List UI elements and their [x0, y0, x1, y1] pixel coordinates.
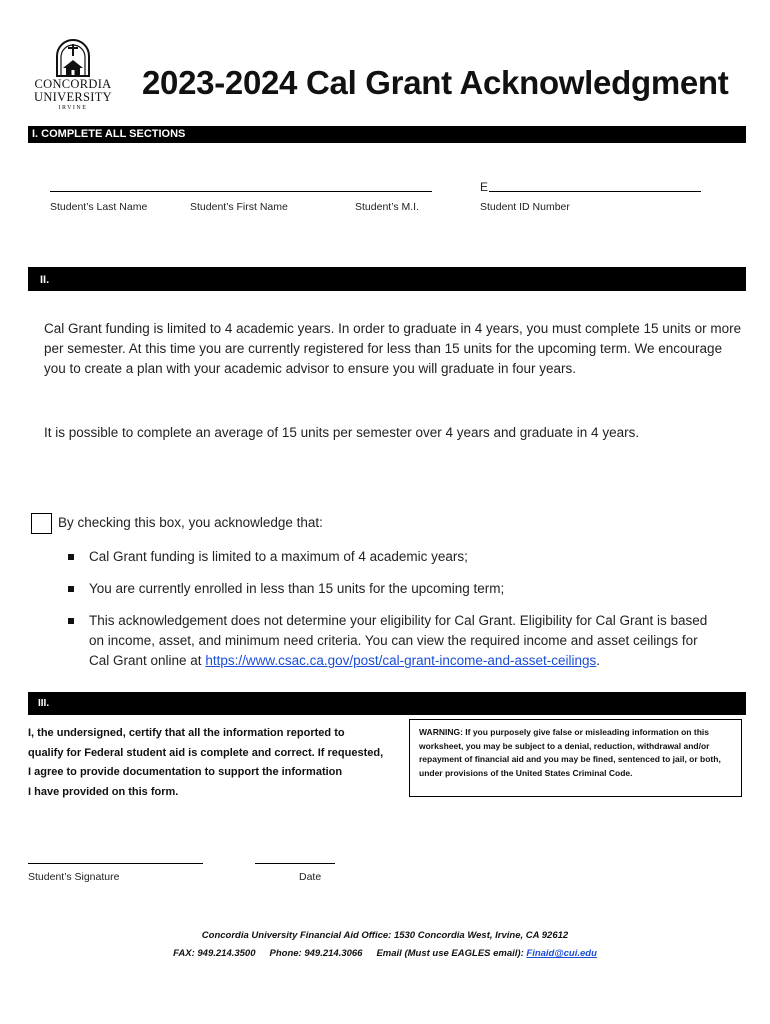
page-title: 2023-2024 Cal Grant Acknowledgment	[142, 64, 729, 101]
bullet-text-2: You are currently enrolled in less than 15 units for the upcoming term;	[89, 581, 505, 596]
warning-box: WARNING: If you purposely give false or misleading information on this worksheet, you may be subject to a denial, reduction, withdrawal and/or repayment of financial aid and you may be fined, sentenced to jail, or both, under provisions of the United States Criminal Code.	[409, 719, 742, 797]
bullet-3-end: .	[596, 653, 600, 668]
label-first-name: Student’s First Name	[190, 201, 288, 213]
bullet-item-2	[68, 579, 718, 599]
chapel-icon	[53, 38, 93, 78]
checkbox-label: By checking this box, you acknowledge that:	[58, 515, 323, 530]
label-last-name: Student’s Last Name	[50, 201, 148, 213]
label-student-id: Student ID Number	[480, 201, 570, 213]
signature-label: Student’s Signature	[28, 871, 120, 883]
university-logo	[28, 38, 118, 116]
average-units-paragraph: It is possible to complete an average of 15 units per semester over 4 years and graduate in 4 years.	[44, 425, 640, 440]
bullet-square-icon	[68, 586, 74, 592]
logo-line-irvine: IRVINE	[58, 105, 88, 111]
logo-line-university: UNIVERSITY	[34, 90, 112, 104]
bullet-3-text: This acknowledgement does not determine your eligibility for Cal Grant. Eligibility for Cal Grant is based on income, asset, and minimum need criteria. You can view the required income and asset ceilings for Cal Grant online at	[89, 613, 708, 668]
student-id-field-line[interactable]	[489, 191, 701, 192]
label-middle-initial: Student’s M.I.	[355, 201, 420, 213]
bullet-square-icon	[68, 554, 74, 560]
footer-address: Concordia University Financial Aid Office: 1530 Concordia West, Irvine, CA 92612	[201, 930, 569, 941]
footer-email-link[interactable]: Finaid@cui.edu	[526, 948, 597, 959]
section-1-heading: I. COMPLETE ALL SECTIONS	[28, 126, 746, 143]
bullet-item-1	[68, 547, 718, 567]
name-field-line[interactable]	[50, 191, 432, 192]
student-id-prefix: E	[480, 180, 489, 194]
date-label: Date	[299, 871, 322, 883]
footer-email-prefix: Email (Must use EAGLES email):	[376, 948, 527, 959]
certify-line-2: qualify for Federal student aid is complete and correct. If requested,	[28, 746, 384, 759]
certify-line-4: I have provided on this form.	[28, 785, 179, 798]
acknowledge-checkbox[interactable]	[31, 513, 52, 534]
bullet-square-icon	[68, 618, 74, 624]
footer-phone: Phone: 949.214.3066	[269, 948, 363, 959]
cal-grant-ceilings-link[interactable]: https://www.csac.ca.gov/post/cal-grant-income-and-asset-ceilings	[205, 653, 597, 668]
certification-statement	[28, 724, 413, 802]
signature-field-line[interactable]	[28, 863, 203, 864]
certify-line-3: I agree to provide documentation to support the information	[28, 766, 343, 778]
certify-line-1: I, the undersigned, certify that all the information reported to	[28, 727, 345, 739]
section-3-heading: III.	[28, 692, 746, 715]
bullet-text-3	[89, 611, 718, 671]
date-field-line[interactable]	[255, 863, 335, 864]
bullet-text-1: Cal Grant funding is limited to a maximum of 4 academic years;	[89, 549, 468, 564]
funding-paragraph: Cal Grant funding is limited to 4 academic years. In order to graduate in 4 years, you must complete 15 units or more per semester. At this time you are currently registered for less than 15 units for the upcoming term. We encourage you to create a plan with your academic advisor to ensure you will graduate in four years.	[44, 321, 742, 376]
bullet-item-3	[68, 611, 718, 671]
footer-contact	[0, 948, 770, 959]
footer-fax: FAX: 949.214.3500	[173, 948, 256, 959]
logo-line-concordia: CONCORDIA	[34, 77, 112, 91]
section-2-heading: II.	[28, 267, 746, 291]
